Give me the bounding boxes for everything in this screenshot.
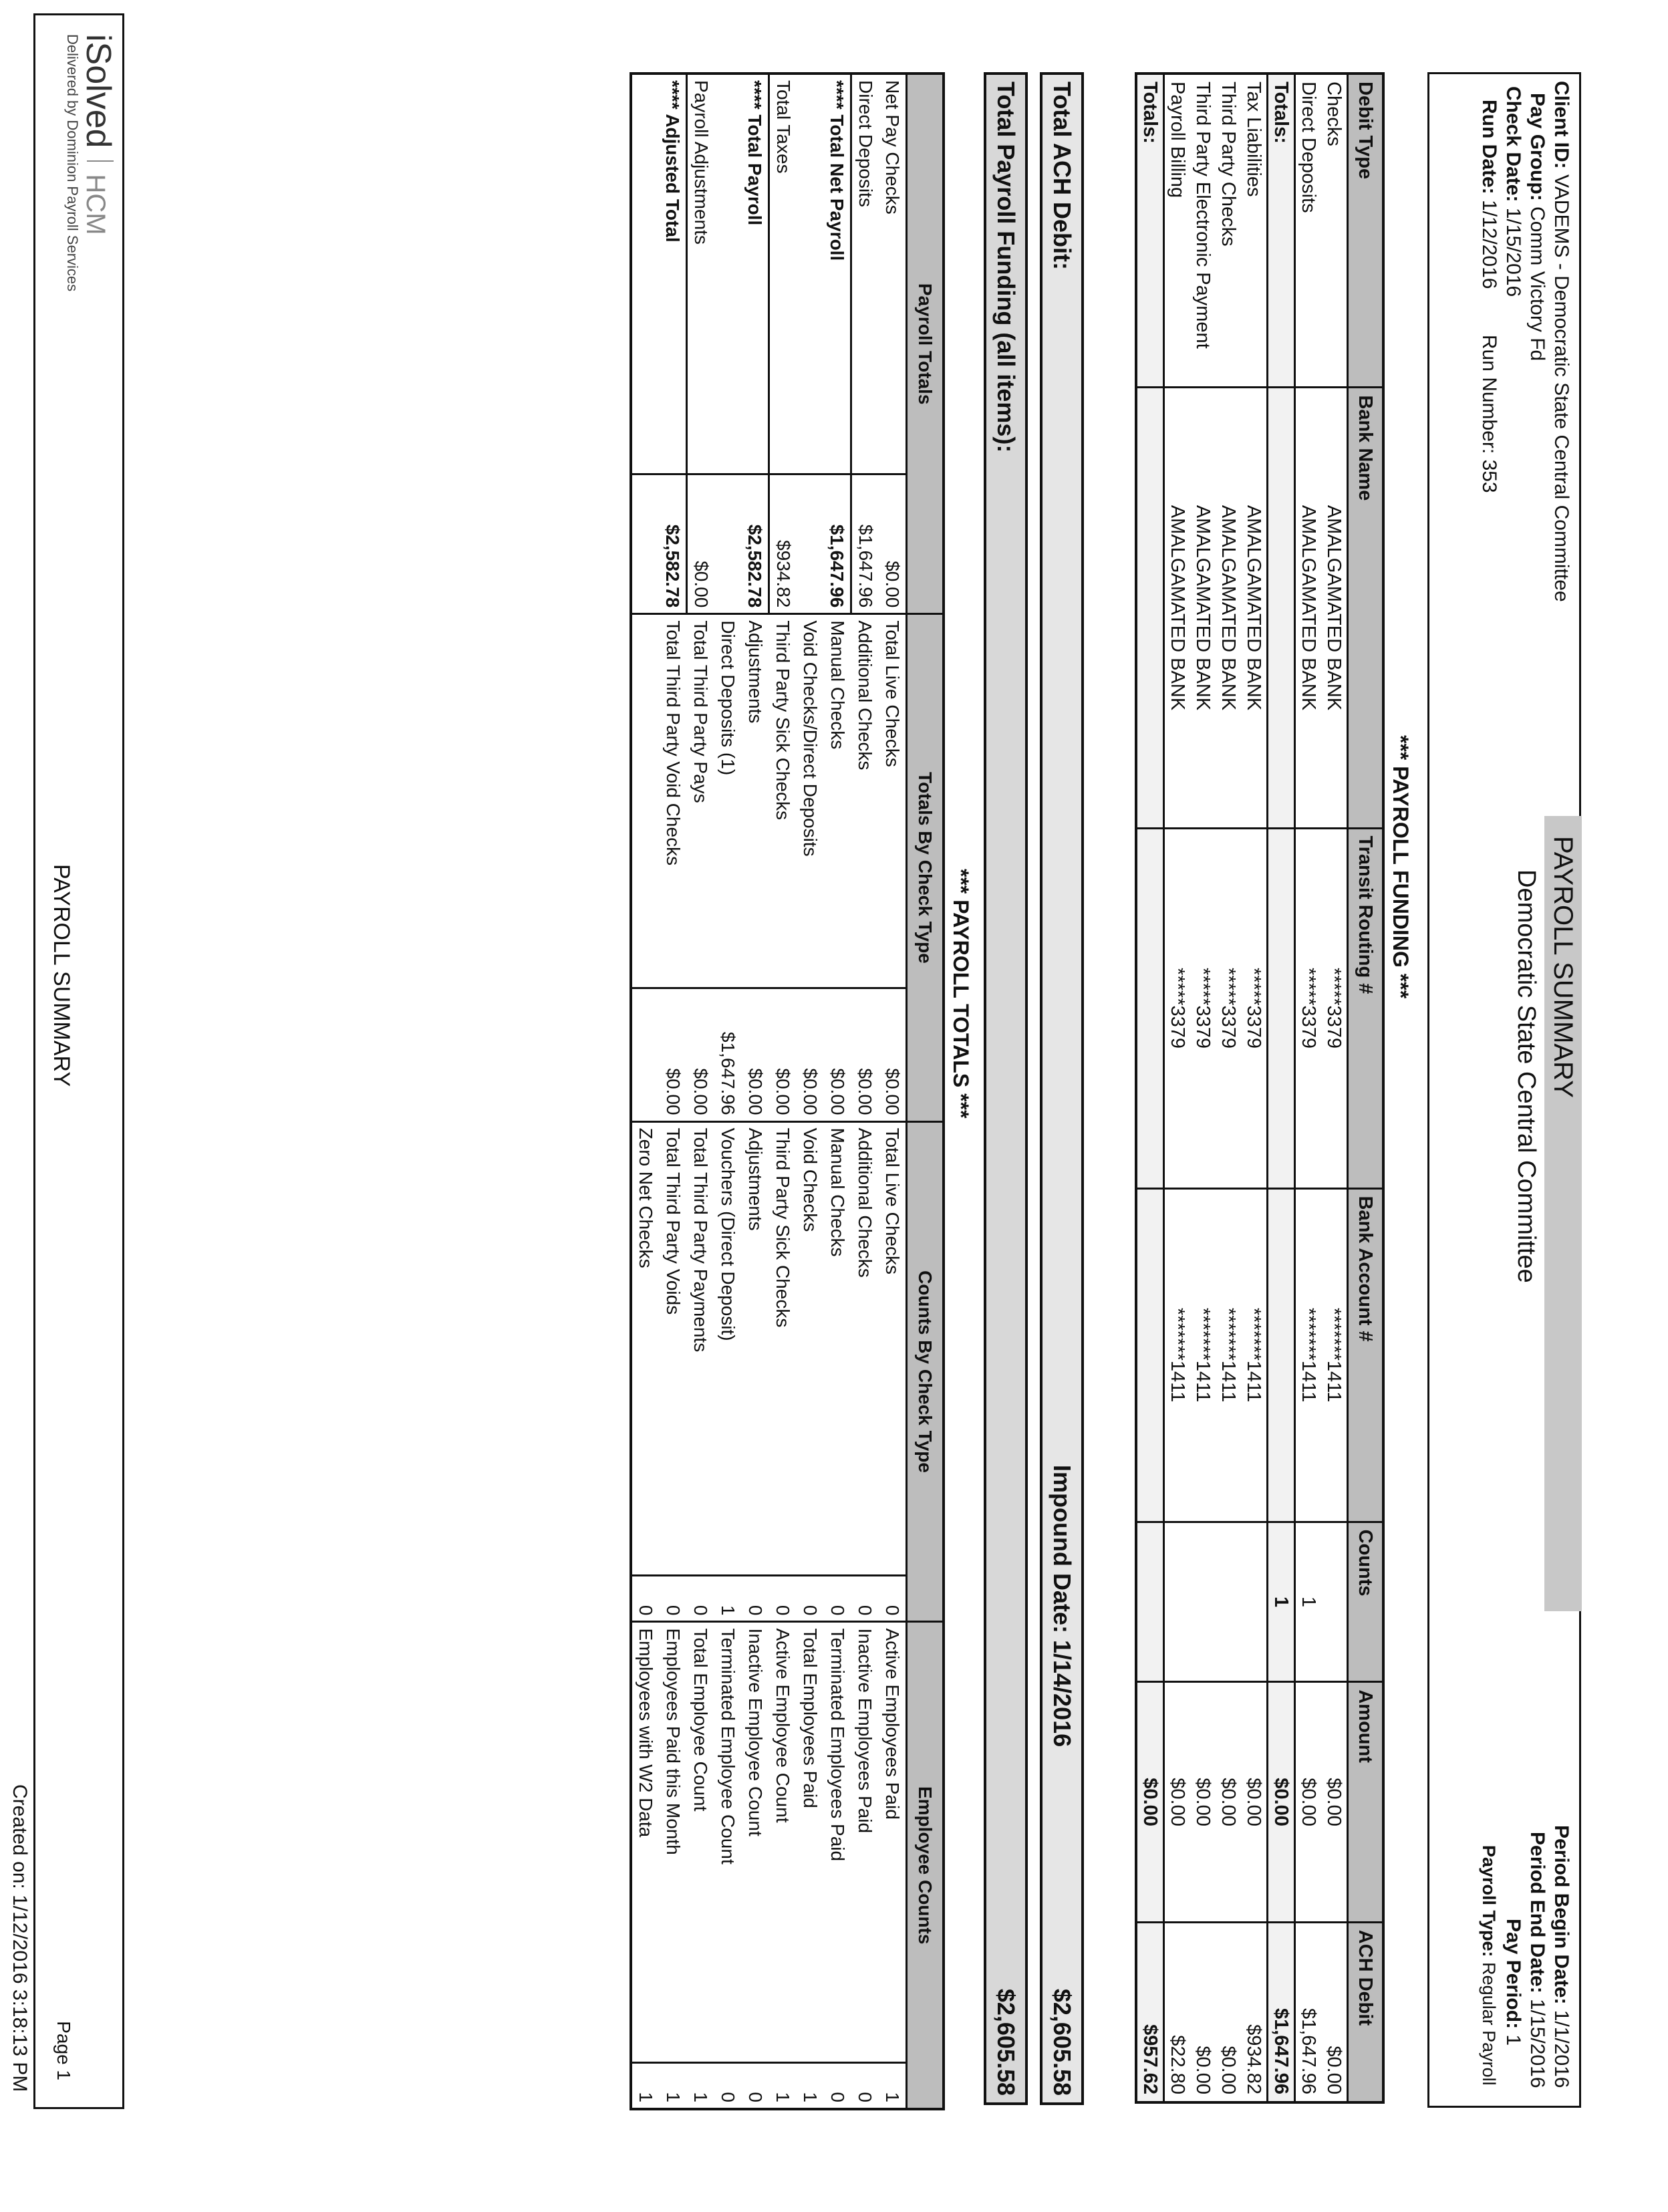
col-transit-routing: Transit Routing # xyxy=(1348,828,1384,1188)
transit-routing: *****3379 xyxy=(1190,828,1216,1188)
payroll-total-label: Direct Deposits xyxy=(851,74,879,474)
table-row xyxy=(1164,74,1191,2102)
employee-count-label: Active Employees Paid xyxy=(879,1622,907,2062)
check-type-total-value: $0.00 xyxy=(687,988,715,1121)
bank-name: AMALGAMATED BANK xyxy=(1321,388,1348,828)
bank-name: AMALGAMATED BANK xyxy=(1164,388,1191,828)
employee-count-value: 0 xyxy=(714,2062,741,2109)
col-payroll-totals: Payroll Totals xyxy=(907,74,944,614)
employee-count-label: Total Employee Count xyxy=(687,1622,715,2062)
check-type-count-label: Adjustments xyxy=(741,1121,769,1575)
employee-count-label: Total Employees Paid xyxy=(797,1622,823,2062)
payroll-total-label: **** Total Payroll xyxy=(741,74,769,474)
transit-routing: *****3379 xyxy=(1295,828,1322,1188)
check-date-value: 1/15/2016 xyxy=(1502,207,1524,297)
check-type-total-label xyxy=(631,614,659,988)
employee-count-value: 1 xyxy=(879,2062,907,2109)
report-subtitle: Democratic State Central Committee xyxy=(1512,869,1540,1283)
employee-count-label: Terminated Employees Paid xyxy=(823,1622,851,2062)
payroll-total-label: Total Taxes xyxy=(769,74,797,474)
table-row xyxy=(1321,74,1348,2102)
ach-debit: $22.80 xyxy=(1164,1922,1191,2102)
check-type-count-label: Vouchers (Direct Deposit) xyxy=(714,1121,741,1575)
check-type-total-label: Third Party Sick Checks xyxy=(769,614,797,988)
totals-ach-debit: $1,647.96 xyxy=(1268,1922,1295,2102)
bank-name: AMALGAMATED BANK xyxy=(1241,388,1268,828)
check-type-total-value: $0.00 xyxy=(769,988,797,1121)
amount: $0.00 xyxy=(1216,1682,1241,1922)
employee-count-value: 0 xyxy=(741,2062,769,2109)
bank-name: AMALGAMATED BANK xyxy=(1295,388,1322,828)
col-counts: Counts xyxy=(1348,1522,1384,1682)
check-type-count-value: 0 xyxy=(659,1575,687,1622)
table-row xyxy=(769,74,797,2109)
check-type-count-value: 1 xyxy=(714,1575,741,1622)
totals-section-title: *** PAYROLL TOTALS *** xyxy=(949,869,973,1119)
logo-text: iSolved xyxy=(79,34,118,148)
transit-routing: *****3379 xyxy=(1164,828,1191,1188)
totals-label: Totals: xyxy=(1136,74,1164,388)
total-ach-debit-bar xyxy=(1040,72,1084,2105)
check-type-count-value: 0 xyxy=(823,1575,851,1622)
bank-account: *******1411 xyxy=(1321,1188,1348,1522)
client-id-line xyxy=(1550,81,1572,602)
impound-date: Impound Date: 1/14/2016 xyxy=(1049,1465,1076,1748)
payroll-total-label: Payroll Adjustments xyxy=(687,74,715,474)
page-number: Page 1 xyxy=(53,2021,74,2080)
counts: 1 xyxy=(1295,1522,1322,1682)
totals-amount: $0.00 xyxy=(1136,1682,1164,1922)
pay-group-label: Pay Group: xyxy=(1526,93,1548,201)
check-type-total-label: Void Checks/Direct Deposits xyxy=(797,614,823,988)
client-id-value: VADEMS - Democratic State Central Committee xyxy=(1550,174,1572,602)
col-employee-counts: Employee Counts xyxy=(907,1622,944,2109)
report-title: PAYROLL SUMMARY xyxy=(1548,836,1578,1098)
check-type-total-value: $0.00 xyxy=(879,988,907,1121)
total-funding-label: Total Payroll Funding (all items): xyxy=(992,82,1020,453)
report-header xyxy=(1427,72,1581,2108)
check-type-total-value xyxy=(631,988,659,1121)
funding-totals-row xyxy=(1268,74,1295,2102)
run-date-line xyxy=(1478,100,1500,493)
check-type-total-label: Direct Deposits (1) xyxy=(714,614,741,988)
period-begin-label: Period Begin Date: xyxy=(1550,1825,1572,2005)
run-date-value: 1/12/2016 xyxy=(1478,200,1500,289)
funding-totals-row xyxy=(1136,74,1164,2102)
table-row xyxy=(1241,74,1268,2102)
check-type-total-value: $1,647.96 xyxy=(714,988,741,1121)
table-row xyxy=(851,74,879,2109)
amount: $0.00 xyxy=(1190,1682,1216,1922)
totals-counts: 1 xyxy=(1268,1522,1295,1682)
totals-header-row xyxy=(907,74,944,2109)
bank-account: *******1411 xyxy=(1216,1188,1241,1522)
payroll-total-value: $1,647.96 xyxy=(851,474,879,614)
check-type-total-label: Adjustments xyxy=(741,614,769,988)
check-type-total-label: Manual Checks xyxy=(823,614,851,988)
payroll-total-value: $934.82 xyxy=(769,474,797,614)
pay-group-value: Comm Victory Fd xyxy=(1526,206,1548,362)
check-type-count-label: Additional Checks xyxy=(851,1121,879,1575)
check-type-count-value: 0 xyxy=(851,1575,879,1622)
debit-type: Third Party Checks xyxy=(1216,74,1241,388)
totals-amount: $0.00 xyxy=(1268,1682,1295,1922)
table-row xyxy=(659,74,687,2109)
check-type-count-label: Total Live Checks xyxy=(879,1121,907,1575)
payroll-total-value xyxy=(714,474,741,614)
ach-debit: $934.82 xyxy=(1241,1922,1268,2102)
client-id-label: Client ID: xyxy=(1550,81,1572,169)
payroll-type-label: Payroll Type: xyxy=(1479,1845,1499,1957)
pay-period-line xyxy=(1502,1919,1524,2046)
check-type-total-value: $0.00 xyxy=(851,988,879,1121)
check-type-total-label: Additional Checks xyxy=(851,614,879,988)
check-type-total-value: $0.00 xyxy=(659,988,687,1121)
counts xyxy=(1321,1522,1348,1682)
payroll-total-value: $2,582.78 xyxy=(741,474,769,614)
funding-header-row xyxy=(1348,74,1384,2102)
employee-count-label: Inactive Employees Paid xyxy=(851,1622,879,2062)
debit-type: Direct Deposits xyxy=(1295,74,1322,388)
payroll-total-value: $0.00 xyxy=(687,474,715,614)
funding-section-title: *** PAYROLL FUNDING *** xyxy=(1389,735,1413,999)
amount: $0.00 xyxy=(1295,1682,1322,1922)
employee-count-value: 0 xyxy=(851,2062,879,2109)
payroll-total-value: $0.00 xyxy=(879,474,907,614)
check-type-count-label: Manual Checks xyxy=(823,1121,851,1575)
table-row xyxy=(1295,74,1322,2102)
payroll-total-value: $1,647.96 xyxy=(823,474,851,614)
run-date-label: Run Date: xyxy=(1478,100,1500,194)
check-type-total-label: Total Third Party Void Checks xyxy=(659,614,687,988)
check-type-count-label: Zero Net Checks xyxy=(631,1121,659,1575)
bank-name: AMALGAMATED BANK xyxy=(1190,388,1216,828)
table-row xyxy=(1216,74,1241,2102)
check-type-total-label: Total Third Party Pays xyxy=(687,614,715,988)
period-end-value: 1/15/2016 xyxy=(1526,1999,1548,2088)
pay-period-value: 1 xyxy=(1502,2034,1524,2046)
bank-account: *******1411 xyxy=(1190,1188,1216,1522)
pay-group-line xyxy=(1526,93,1548,361)
check-type-total-value: $0.00 xyxy=(741,988,769,1121)
employee-count-value: 1 xyxy=(659,2062,687,2109)
col-counts-by-check-type: Counts By Check Type xyxy=(907,1121,944,1622)
check-type-count-value: 0 xyxy=(769,1575,797,1622)
bank-account: *******1411 xyxy=(1295,1188,1322,1522)
debit-type: Checks xyxy=(1321,74,1348,388)
check-type-count-value: 0 xyxy=(631,1575,659,1622)
report-title-banner xyxy=(1544,816,1582,1611)
check-type-count-value: 0 xyxy=(687,1575,715,1622)
total-ach-debit-label: Total ACH Debit: xyxy=(1049,82,1076,270)
debit-type: Tax Liabilities xyxy=(1241,74,1268,388)
payroll-totals-table xyxy=(630,72,945,2110)
payroll-total-value: $2,582.78 xyxy=(659,474,687,614)
payroll-type-value: Regular Payroll xyxy=(1479,1962,1499,2086)
employee-count-label: Employees with W2 Data xyxy=(631,1622,659,2062)
employee-count-label: Inactive Employee Count xyxy=(741,1622,769,2062)
transit-routing: *****3379 xyxy=(1321,828,1348,1188)
created-on: Created on: 1/12/2016 3:18:13 PM xyxy=(9,1784,31,2092)
employee-count-value: 1 xyxy=(769,2062,797,2109)
logo-suffix: HCM xyxy=(81,174,110,235)
ach-debit: $0.00 xyxy=(1216,1922,1241,2102)
check-type-count-label: Void Checks xyxy=(797,1121,823,1575)
ach-debit: $0.00 xyxy=(1190,1922,1216,2102)
footer-title: PAYROLL SUMMARY xyxy=(49,864,74,1087)
check-type-count-value: 0 xyxy=(797,1575,823,1622)
employee-count-label: Employees Paid this Month xyxy=(659,1622,687,2062)
check-type-count-label: Third Party Sick Checks xyxy=(769,1121,797,1575)
isolved-logo xyxy=(63,34,118,291)
debit-type: Payroll Billing xyxy=(1164,74,1191,388)
logo-tagline: Delivered by Dominion Payroll Services xyxy=(64,34,81,292)
amount: $0.00 xyxy=(1241,1682,1268,1922)
table-row xyxy=(797,74,823,2109)
table-row xyxy=(741,74,769,2109)
table-row xyxy=(879,74,907,2109)
period-begin-line xyxy=(1550,1825,1572,2088)
totals-label: Totals: xyxy=(1268,74,1295,388)
table-row xyxy=(823,74,851,2109)
period-end-line xyxy=(1526,1832,1548,2088)
table-row xyxy=(1190,74,1216,2102)
check-type-count-value: 0 xyxy=(741,1575,769,1622)
col-debit-type: Debit Type xyxy=(1348,74,1384,388)
employee-count-value: 1 xyxy=(687,2062,715,2109)
check-type-total-value: $0.00 xyxy=(797,988,823,1121)
bank-account: *******1411 xyxy=(1241,1188,1268,1522)
payroll-total-label xyxy=(631,74,659,474)
employee-count-value: 0 xyxy=(823,2062,851,2109)
check-type-count-value: 0 xyxy=(879,1575,907,1622)
total-ach-debit-value: $2,605.58 xyxy=(1049,1988,1076,2096)
col-totals-by-check-type: Totals By Check Type xyxy=(907,614,944,1121)
run-number: Run Number: 353 xyxy=(1478,334,1500,493)
payroll-total-label: **** Adjusted Total xyxy=(659,74,687,474)
ach-debit: $0.00 xyxy=(1321,1922,1348,2102)
check-type-total-label: Total Live Checks xyxy=(879,614,907,988)
employee-count-value: 1 xyxy=(797,2062,823,2109)
col-bank-name: Bank Name xyxy=(1348,388,1384,828)
period-end-label: Period End Date: xyxy=(1526,1832,1548,1993)
employee-count-label: Active Employee Count xyxy=(769,1622,797,2062)
check-type-count-label: Total Third Party Voids xyxy=(659,1121,687,1575)
table-row xyxy=(631,74,659,2109)
bank-account: *******1411 xyxy=(1164,1188,1191,1522)
total-funding-bar xyxy=(984,72,1028,2105)
payroll-total-value xyxy=(797,474,823,614)
check-date-line xyxy=(1502,86,1524,297)
funding-table xyxy=(1135,72,1385,2104)
transit-routing: *****3379 xyxy=(1241,828,1268,1188)
payroll-total-value xyxy=(631,474,659,614)
col-ach-debit: ACH Debit xyxy=(1348,1922,1384,2102)
payroll-total-label: Net Pay Checks xyxy=(879,74,907,474)
table-row xyxy=(687,74,715,2109)
employee-count-value: 1 xyxy=(631,2062,659,2109)
payroll-type-line xyxy=(1478,1845,1500,2086)
transit-routing: *****3379 xyxy=(1216,828,1241,1188)
ach-debit: $1,647.96 xyxy=(1295,1922,1322,2102)
total-funding-value: $2,605.58 xyxy=(992,1988,1020,2096)
col-amount: Amount xyxy=(1348,1682,1384,1922)
totals-ach-debit: $957.62 xyxy=(1136,1922,1164,2102)
report-footer xyxy=(33,13,124,2109)
payroll-total-label: **** Total Net Payroll xyxy=(823,74,851,474)
amount: $0.00 xyxy=(1164,1682,1191,1922)
debit-type: Third Party Electronic Payment xyxy=(1190,74,1216,388)
amount: $0.00 xyxy=(1321,1682,1348,1922)
bank-name: AMALGAMATED BANK xyxy=(1216,388,1241,828)
check-type-total-value: $0.00 xyxy=(823,988,851,1121)
check-type-count-label: Total Third Party Payments xyxy=(687,1121,715,1575)
check-date-label: Check Date: xyxy=(1502,86,1524,202)
payroll-total-label xyxy=(714,74,741,474)
payroll-total-label xyxy=(797,74,823,474)
col-bank-account: Bank Account # xyxy=(1348,1188,1384,1522)
period-begin-value: 1/1/2016 xyxy=(1550,2010,1572,2088)
table-row xyxy=(714,74,741,2109)
pay-period-label: Pay Period: xyxy=(1502,1919,1524,2030)
employee-count-label: Terminated Employee Count xyxy=(714,1622,741,2062)
